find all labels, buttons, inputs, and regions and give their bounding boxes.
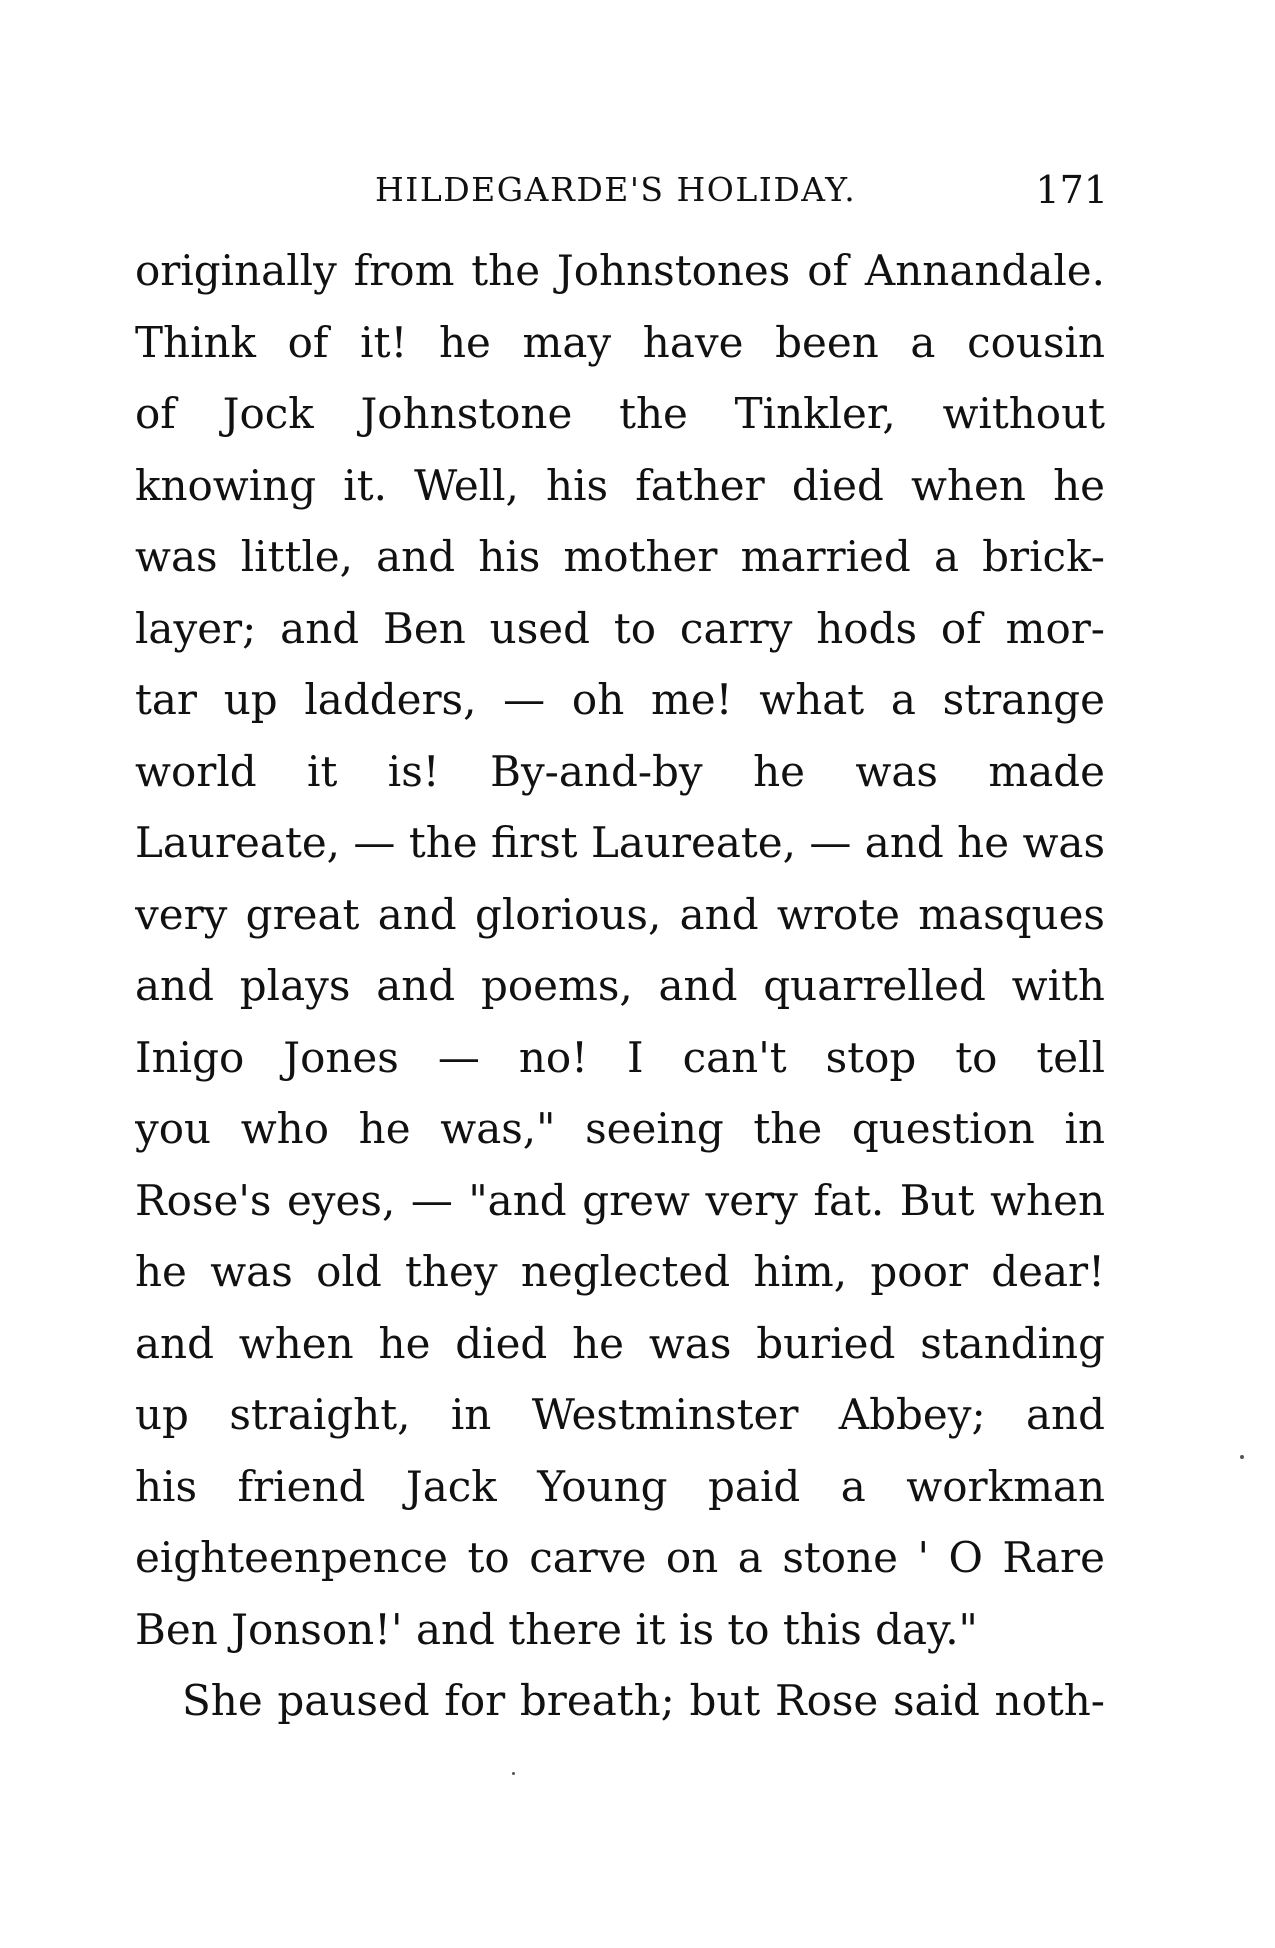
body-text	[135, 235, 1105, 1737]
text-line: and plays and poems, and quarrelled with	[135, 961, 1105, 1010]
page-number: 171	[1035, 168, 1108, 212]
text-line: Laureate, — the first Laureate, — and he was	[135, 818, 1105, 867]
page-header	[135, 160, 1110, 220]
text-line: layer; and Ben used to carry hods of mor-	[135, 603, 1105, 653]
text-line: you who he was," seeing the question in	[135, 1104, 1105, 1153]
text-line: originally from the Johnstones of Annandale.	[135, 246, 1105, 295]
running-head: HILDEGARDE'S HOLIDAY.	[375, 170, 857, 209]
text-line: Inigo Jones — no! I can't stop to tell	[135, 1032, 1105, 1082]
text-line: he was old they neglected him, poor dear!	[135, 1247, 1105, 1296]
text-line: Ben Jonson!' and there it is to this day."	[135, 1604, 978, 1654]
text-line: tar up ladders, — oh me! what a strange	[135, 675, 1105, 724]
text-line: world it is! By-and-by he was made	[135, 746, 1105, 796]
text-line: eighteenpence to carve on a stone ' O Rare	[135, 1533, 1105, 1582]
text-line: Rose's eyes, — "and grew very fat. But when	[135, 1175, 1105, 1225]
text-line: his friend Jack Young paid a workman	[135, 1461, 1105, 1511]
text-line: up straight, in Westminster Abbey; and	[135, 1390, 1105, 1439]
text-line: was little, and his mother married a brick-	[135, 532, 1105, 581]
text-line: Think of it! he may have been a cousin	[135, 317, 1105, 367]
text-line: very great and glorious, and wrote masques	[135, 889, 1105, 939]
text-line: knowing it. Well, his father died when he	[135, 460, 1105, 510]
text-line: and when he died he was buried standing	[135, 1318, 1105, 1368]
print-speck	[512, 1772, 515, 1775]
text-line: of Jock Johnstone the Tinkler, without	[135, 389, 1105, 438]
paragraph-start-line: She paused for breath; but Rose said noth-	[182, 1676, 1105, 1725]
print-speck	[1240, 1455, 1244, 1459]
